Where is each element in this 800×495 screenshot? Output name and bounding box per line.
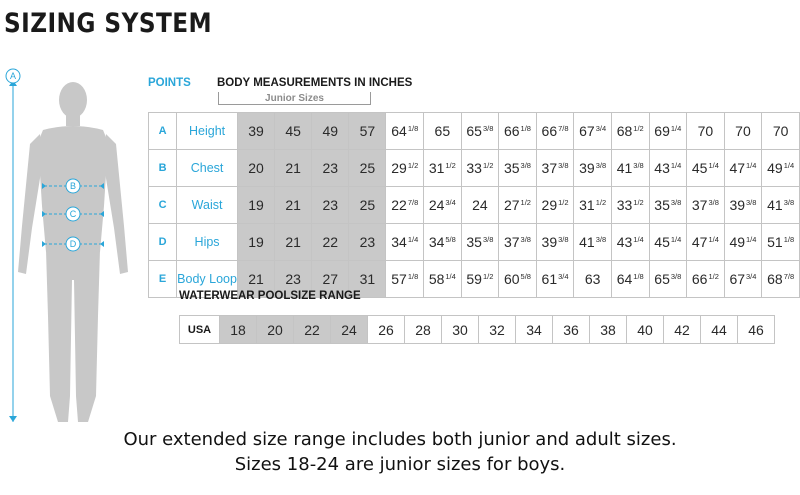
measurement-cell	[237, 113, 274, 150]
poolsize-cell: 30	[442, 316, 479, 344]
measurement-cell	[536, 261, 574, 298]
measurement-name: Hips	[177, 224, 238, 261]
measurement-cell	[574, 113, 612, 150]
cell-whole: 45	[285, 123, 301, 139]
measurement-cell	[687, 150, 725, 187]
cell-fraction: 7/8	[558, 124, 569, 133]
cell-whole: 34	[428, 234, 445, 250]
cell-whole: 58	[428, 271, 445, 287]
cell-whole: 31	[359, 271, 376, 287]
measurement-cell	[611, 261, 649, 298]
body-figure-illustration	[0, 66, 140, 430]
measurement-name: Body Loop	[177, 261, 238, 298]
cell-whole: 21	[285, 234, 301, 250]
cell-fraction: 1/2	[708, 272, 719, 281]
cell-whole: 21	[248, 271, 264, 287]
cell-fraction: 3/8	[558, 161, 569, 170]
note-extended-range: Our extended size range includes both junior and adult sizes.	[123, 429, 677, 450]
measurement-cell	[461, 113, 499, 150]
cell-fraction: 1/4	[783, 161, 795, 170]
cell-whole: 45	[654, 234, 670, 250]
measurement-cell	[424, 150, 462, 187]
cell-whole: 19	[248, 234, 264, 250]
measurement-cell	[762, 187, 800, 224]
measurement-cell	[499, 150, 537, 187]
measurement-cell	[499, 187, 537, 224]
cell-whole: 27	[322, 271, 339, 287]
measurement-cell	[386, 113, 424, 150]
cell-fraction: 7/8	[407, 198, 419, 207]
cell-fraction: 1/8	[520, 124, 531, 133]
cell-whole: 22	[322, 234, 339, 250]
measurement-cell	[687, 187, 725, 224]
cell-whole: 35	[466, 234, 482, 250]
poolsize-cell: 46	[738, 316, 775, 344]
measurement-cell	[724, 261, 762, 298]
measurement-cell	[424, 224, 462, 261]
measurement-cell	[574, 261, 612, 298]
cell-fraction: 3/8	[708, 198, 719, 207]
measurement-cell	[574, 150, 612, 187]
measurement-cell	[461, 150, 499, 187]
cell-fraction: 1/8	[633, 272, 644, 281]
cell-whole: 47	[691, 234, 708, 250]
measurement-cell	[386, 187, 424, 224]
cell-whole: 39	[729, 197, 746, 213]
point-b-letter: B	[69, 181, 77, 191]
cell-fraction: 3/4	[595, 124, 607, 133]
cell-whole: 23	[359, 234, 376, 250]
cell-whole: 61	[541, 271, 558, 287]
cell-fraction: 1/2	[520, 198, 531, 207]
measurement-cell	[536, 224, 574, 261]
cell-fraction: 3/8	[482, 235, 494, 244]
cell-whole: 31	[579, 197, 595, 213]
cell-fraction: 1/8	[407, 272, 419, 281]
cell-whole: 24	[428, 197, 445, 213]
measurement-cell	[424, 187, 462, 224]
cell-fraction: 1/4	[633, 235, 644, 244]
measurement-cell	[574, 187, 612, 224]
poolsize-title: WATERWEAR POOLSIZE RANGE	[179, 290, 361, 302]
measurement-cell	[312, 187, 349, 224]
cell-whole: 33	[616, 197, 633, 213]
cell-whole: 21	[285, 197, 301, 213]
measurement-row	[149, 187, 800, 224]
measurement-cell	[499, 113, 537, 150]
cell-whole: 29	[541, 197, 558, 213]
cell-whole: 69	[654, 123, 670, 139]
cell-whole: 67	[729, 271, 746, 287]
cell-whole: 67	[579, 123, 595, 139]
poolsize-cell: 26	[368, 316, 405, 344]
cell-fraction: 3/4	[746, 272, 757, 281]
cell-fraction: 3/8	[595, 161, 607, 170]
cell-whole: 35	[503, 160, 520, 176]
measurement-cell	[649, 113, 687, 150]
poolsize-cell: 34	[516, 316, 553, 344]
cell-fraction: 3/8	[520, 161, 531, 170]
point-a-letter: A	[9, 71, 17, 81]
cell-whole: 49	[767, 160, 783, 176]
cell-whole: 23	[285, 271, 301, 287]
cell-fraction: 3/8	[595, 235, 607, 244]
cell-whole: 70	[735, 123, 751, 139]
measurement-cell	[724, 187, 762, 224]
measurement-cell	[461, 261, 499, 298]
cell-whole: 57	[391, 271, 407, 287]
cell-fraction: 1/4	[746, 161, 757, 170]
point-letter: B	[149, 150, 177, 187]
cell-whole: 70	[772, 123, 789, 139]
cell-fraction: 1/8	[407, 124, 419, 133]
measurement-cell	[386, 150, 424, 187]
measurement-cell	[649, 187, 687, 224]
cell-fraction: 1/2	[482, 161, 494, 170]
cell-whole: 23	[322, 160, 339, 176]
cell-whole: 65	[434, 123, 451, 139]
measurement-cell	[275, 113, 312, 150]
cell-fraction: 3/4	[558, 272, 569, 281]
poolsize-table	[179, 315, 775, 344]
cell-whole: 47	[729, 160, 746, 176]
measurement-cell	[237, 224, 274, 261]
page-title: SIZING SYSTEM	[4, 8, 213, 39]
measurement-cell	[237, 150, 274, 187]
cell-whole: 21	[285, 160, 301, 176]
cell-whole: 41	[767, 197, 783, 213]
cell-whole: 65	[466, 123, 482, 139]
measurement-cell	[762, 224, 800, 261]
cell-fraction: 1/4	[670, 161, 682, 170]
cell-whole: 57	[359, 123, 376, 139]
measurement-cell	[499, 261, 537, 298]
cell-whole: 66	[691, 271, 708, 287]
measurement-cell	[349, 150, 386, 187]
measurement-cell	[499, 224, 537, 261]
cell-whole: 31	[428, 160, 445, 176]
cell-whole: 65	[654, 271, 670, 287]
measurement-cell	[649, 150, 687, 187]
cell-fraction: 1/4	[670, 235, 682, 244]
cell-whole: 41	[579, 234, 595, 250]
cell-fraction: 3/8	[746, 198, 757, 207]
cell-whole: 20	[248, 160, 264, 176]
measurement-cell	[237, 187, 274, 224]
measurement-cell	[386, 261, 424, 298]
cell-whole: 63	[584, 271, 601, 287]
measurement-name: Chest	[177, 150, 238, 187]
cell-whole: 64	[391, 123, 407, 139]
cell-whole: 25	[359, 160, 376, 176]
measurement-cell	[536, 150, 574, 187]
measurement-cell	[724, 224, 762, 261]
cell-whole: 45	[691, 160, 708, 176]
cell-whole: 43	[654, 160, 670, 176]
measurement-cell	[649, 224, 687, 261]
measurement-cell	[424, 113, 462, 150]
measurement-cell	[687, 261, 725, 298]
measurement-cell	[724, 113, 762, 150]
cell-fraction: 3/4	[445, 198, 456, 207]
cell-fraction: 1/4	[708, 161, 719, 170]
cell-fraction: 1/8	[783, 235, 795, 244]
cell-whole: 27	[503, 197, 520, 213]
cell-whole: 35	[654, 197, 670, 213]
measurement-cell	[349, 187, 386, 224]
measurement-cell	[349, 113, 386, 150]
measurement-cell	[312, 224, 349, 261]
cell-whole: 37	[503, 234, 520, 250]
measurement-cell	[461, 224, 499, 261]
measurement-cell	[724, 150, 762, 187]
cell-whole: 43	[616, 234, 633, 250]
poolsize-cell: 28	[405, 316, 442, 344]
cell-whole: 49	[322, 123, 339, 139]
cell-whole: 66	[541, 123, 558, 139]
cell-fraction: 1/2	[407, 161, 419, 170]
measurement-cell	[762, 150, 800, 187]
cell-whole: 41	[616, 160, 633, 176]
poolsize-cell: 38	[590, 316, 627, 344]
cell-whole: 33	[466, 160, 482, 176]
measurement-cell	[536, 113, 574, 150]
measurement-cell	[762, 113, 800, 150]
point-d-letter: D	[69, 239, 77, 249]
measurement-cell	[275, 224, 312, 261]
cell-whole: 39	[579, 160, 595, 176]
point-letter: C	[149, 187, 177, 224]
measurement-cell	[424, 261, 462, 298]
cell-fraction: 1/2	[482, 272, 494, 281]
cell-fraction: 3/8	[558, 235, 569, 244]
poolsize-cell: 40	[627, 316, 664, 344]
poolsize-cell: 42	[664, 316, 701, 344]
cell-whole: 34	[391, 234, 407, 250]
cell-whole: 22	[391, 197, 407, 213]
measurement-name: Waist	[177, 187, 238, 224]
poolsize-row	[180, 316, 775, 344]
cell-fraction: 3/8	[520, 235, 531, 244]
measurement-cell	[687, 224, 725, 261]
cell-whole: 39	[248, 123, 264, 139]
poolsize-cell: 18	[220, 316, 257, 344]
cell-fraction: 1/4	[746, 235, 757, 244]
cell-fraction: 3/8	[670, 272, 682, 281]
cell-fraction: 1/2	[633, 198, 644, 207]
measurement-cell	[312, 150, 349, 187]
point-letter: E	[149, 261, 177, 298]
cell-whole: 23	[322, 197, 339, 213]
measurement-cell	[461, 187, 499, 224]
cell-fraction: 1/4	[670, 124, 682, 133]
cell-whole: 37	[691, 197, 708, 213]
measurement-cell	[611, 224, 649, 261]
point-letter: A	[149, 113, 177, 150]
poolsize-cell: 24	[331, 316, 368, 344]
cell-fraction: 1/4	[445, 272, 456, 281]
measurement-cell	[386, 224, 424, 261]
measurement-row	[149, 113, 800, 150]
point-letter: D	[149, 224, 177, 261]
cell-whole: 60	[503, 271, 520, 287]
measurement-cell	[574, 224, 612, 261]
junior-sizes-bracket	[218, 92, 371, 105]
cell-whole: 25	[359, 197, 376, 213]
cell-whole: 49	[729, 234, 746, 250]
cell-fraction: 3/8	[670, 198, 682, 207]
cell-whole: 68	[767, 271, 783, 287]
cell-whole: 19	[248, 197, 264, 213]
measurement-cell	[649, 261, 687, 298]
measurement-cell	[762, 261, 800, 298]
measurement-cell	[312, 113, 349, 150]
measurement-cell	[611, 150, 649, 187]
measurement-row	[149, 224, 800, 261]
cell-fraction: 3/8	[482, 124, 494, 133]
measurement-cell	[275, 150, 312, 187]
cell-whole: 37	[541, 160, 558, 176]
measurement-cell	[611, 187, 649, 224]
body-measurements-header: BODY MEASUREMENTS IN INCHES	[217, 77, 413, 89]
points-header: POINTS	[148, 77, 191, 89]
measurement-name: Height	[177, 113, 238, 150]
poolsize-cell: 22	[294, 316, 331, 344]
measurement-cell	[536, 187, 574, 224]
cell-whole: 29	[391, 160, 407, 176]
cell-fraction: 3/8	[783, 198, 795, 207]
cell-fraction: 1/4	[708, 235, 719, 244]
cell-fraction: 1/4	[407, 235, 419, 244]
cell-whole: 51	[767, 234, 783, 250]
cell-fraction: 1/2	[558, 198, 569, 207]
cell-whole: 39	[541, 234, 558, 250]
cell-fraction: 3/8	[633, 161, 644, 170]
cell-fraction: 7/8	[783, 272, 795, 281]
cell-whole: 68	[616, 123, 633, 139]
cell-whole: 64	[616, 271, 633, 287]
cell-fraction: 1/2	[445, 161, 456, 170]
measurement-cell	[687, 113, 725, 150]
cell-whole: 66	[503, 123, 520, 139]
measurement-row	[149, 150, 800, 187]
cell-fraction: 1/2	[595, 198, 607, 207]
cell-whole: 59	[466, 271, 482, 287]
poolsize-label: USA	[180, 316, 220, 344]
poolsize-cell: 20	[257, 316, 294, 344]
poolsize-cell: 36	[553, 316, 590, 344]
poolsize-cell: 32	[479, 316, 516, 344]
point-c-letter: C	[69, 209, 77, 219]
measurement-cell	[611, 113, 649, 150]
note-junior-sizes: Sizes 18-24 are junior sizes for boys.	[234, 454, 566, 475]
cell-whole: 24	[472, 197, 488, 213]
measurement-cell	[275, 187, 312, 224]
cell-whole: 70	[697, 123, 714, 139]
measurement-cell	[349, 224, 386, 261]
poolsize-cell: 44	[701, 316, 738, 344]
junior-sizes-label: Junior Sizes	[265, 93, 324, 104]
cell-fraction: 5/8	[520, 272, 531, 281]
cell-fraction: 1/2	[633, 124, 644, 133]
measurements-table	[148, 112, 800, 298]
cell-fraction: 5/8	[445, 235, 456, 244]
